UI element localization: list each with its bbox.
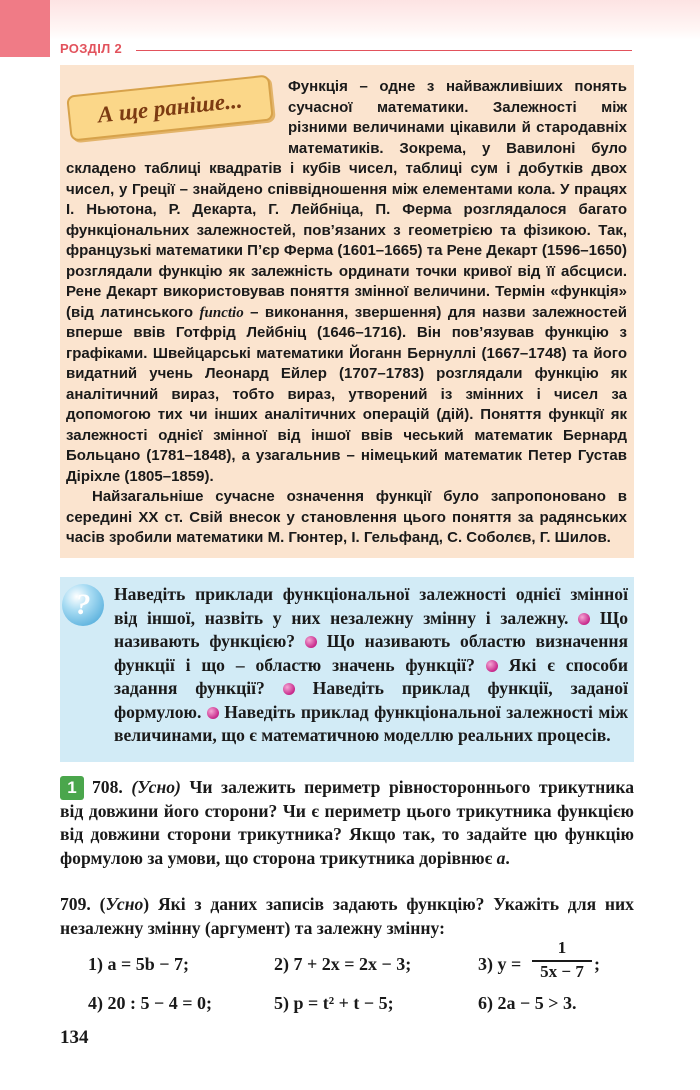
exercise-709: 709. (Усно) Які з даних записів задають функцію? Укажіть для них незалежну змінну (аргумент) та залежну змінну: xyxy=(60,894,634,938)
exercise-709-tag: Усно xyxy=(105,894,144,914)
history-text xyxy=(66,77,627,549)
section-label: РОЗДІЛ 2 xyxy=(60,41,122,56)
banner-container xyxy=(66,83,280,145)
exercise-709-number: 709. xyxy=(60,894,91,914)
bullet-icon xyxy=(283,683,295,695)
formula-6: 6) 2a − 5 > 3. xyxy=(478,993,577,1013)
formula-3-lhs: 3) y = xyxy=(478,954,522,974)
history-banner-text: А ще раніше... xyxy=(96,87,244,128)
history-box xyxy=(60,65,634,558)
question-box xyxy=(60,577,634,762)
question-icon: ? xyxy=(62,584,104,626)
formula-3-denominator: 5x − 7 xyxy=(540,962,584,981)
bullet-icon xyxy=(305,636,317,648)
exercise-708-number: 708. xyxy=(92,777,123,797)
bullet-icon xyxy=(578,613,590,625)
question-text: Наведіть приклади функціональної залежності однієї змінної від іншої, назвіть у них незалежну змінну і залежну. Що називають функцією? Що називають областю визначення функції і що – областю значень функції? Які є способи задання функції? Наведіть приклад функції, заданої формулою. Наведіть приклад функціональної залежності між величинами, що є математичною моделлю реальних процесів. xyxy=(114,584,629,745)
latin-word: functio xyxy=(199,304,244,321)
corner-tab xyxy=(0,0,50,57)
formula-5: 5) p = t² + t − 5; xyxy=(274,993,394,1013)
bullet-icon xyxy=(486,660,498,672)
formula-3-numerator: 1 xyxy=(557,938,567,957)
bullet-icon xyxy=(207,707,219,719)
top-band xyxy=(50,0,700,40)
history-paragraph-1: Функція – одне з найважливіших понять сучасної математики. Залежності між різними величинами цікавили й стародавніх математиків. Зокрема, у Вавилоні було складено таблиці квадратів і кубів чисел, таблиці сум і добутків двох чисел, у Греції – знайдено співвідношення між елементами кола. У працях І. Ньютона, Р. Декарта, Г. Лейбніца, П. Ферма розглядалося багато функціональних залежностей, пов’язаних з геометрією та фізикою. Так, французькі математики П’єр Ферма (1601–1665) та Рене Декарт (1596–1650) розглядали функцію як залежність ординати точки кривої від її абсциси. Рене Декарт використовував поняття змінної величини. Термін «функція» (від латинського functio – виконання, звершення) для назви залежностей вперше ввів Готфрід Лейбніц (1646–1716). Він пов’язував функцію з графіками. Швейцарські математики Йоганн Бернуллі (1667–1748) та його видатний учень Леонард Ейлер (1707–1783) розглядали функцію як аналітичний вираз, тобто вираз, утворений із змінних і чисел за допомогою тих чи інших аналітичних операцій (дій). Поняття функції як залежності однієї змінної від іншої ввів чеський математик Бернард Больцано (1781–1848), а узагальнив – німецький математик Петер Густав Діріхле (1805–1859). xyxy=(66,78,627,485)
page-number: 134 xyxy=(60,1027,89,1048)
section-rule xyxy=(136,50,632,51)
formula-4: 4) 20 : 5 − 4 = 0; xyxy=(88,993,212,1013)
exercise-708-tag: (Усно) xyxy=(131,777,181,797)
history-banner xyxy=(66,74,274,141)
formula-2: 2) 7 + 2x = 2x − 3; xyxy=(274,954,412,974)
formula-1: 1) a = 5b − 7; xyxy=(88,954,190,974)
level-1-icon: 1 xyxy=(60,776,84,800)
exercise-708: 708. (Усно) Чи залежить периметр рівностороннього трикутника від довжини його сторони? Чи є периметр цього трикутника функцією від довжини сторони трикутника? Якщо так, то задайте цю функцію формулою за умови, що сторона трикутника дорівнює a. xyxy=(60,777,635,868)
history-paragraph-2: Найзагальніше сучасне означення функції було запропоновано в середині XX ст. Свій внесок у становлення цього поняття за радянських часів зробили математики М. Гюнтер, І. Гельфанд, С. Соболєв, Г. Шилов. xyxy=(66,488,627,546)
formula-3-end: ; xyxy=(594,954,600,974)
